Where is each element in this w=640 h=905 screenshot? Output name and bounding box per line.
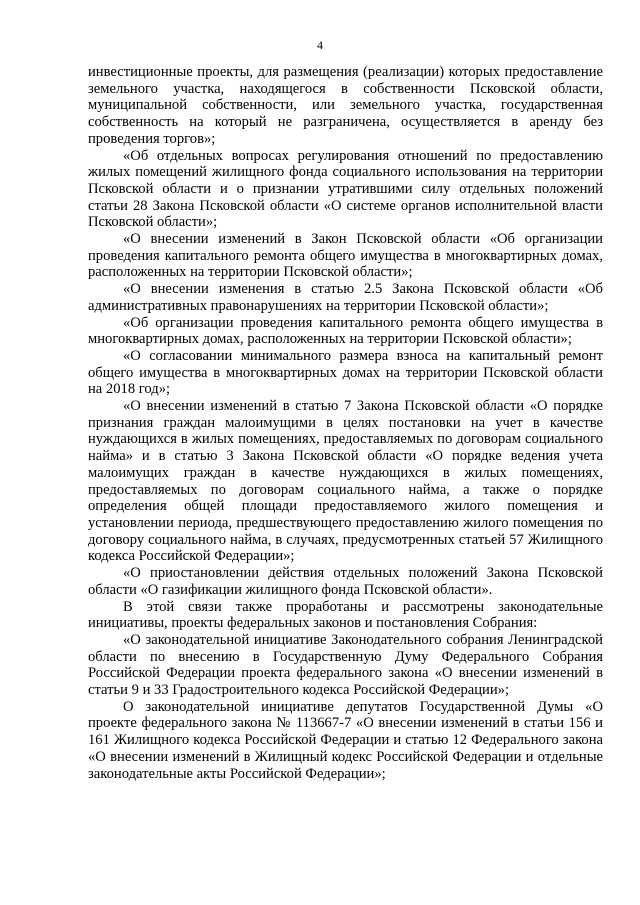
paragraph: инвестиционные проекты, для размещения (реализации) которых предоставление земельного участка, находящегося в собственности Псковской области, муниципальной собственности, или земельного участка, государственная собственность на который не разграничена, осуществляется в аренду без проведения торгов»; xyxy=(88,64,603,147)
paragraph: «Об отдельных вопросах регулирования отношений по предоставлению жилых помещений жилищного фонда социального использования на территории Псковской области и о признании утратившими силу отдельных положений статьи 28 Закона Псковской области «О системе органов исполнительной власти Псковской области»; xyxy=(88,147,603,231)
paragraph: «О внесении изменений в статью 7 Закона Псковской области «О порядке признания граждан малоимущими в целях постановки на учет в качестве нуждающихся в жилых помещениях, предоставляемых по договорам социального найма» и в статью 3 Закона Псковской области «О порядке ведения учета малоимущих граждан в качестве нуждающихся в жилых помещениях, предоставляемых по договорам социального найма, а также о порядке определения общей площади предоставляемого жилого помещения и установлении периода, предшествующего предоставлению жилого помещения по договору социального найма, в случаях, предусмотренных статьей 57 Жилищного кодекса Российской Федерации»; xyxy=(88,398,603,565)
paragraph: «О приостановлении действия отдельных положений Закона Псковской области «О газификации жилищного фонда Псковской области». xyxy=(88,565,603,598)
page-number: 4 xyxy=(317,38,323,52)
paragraph: В этой связи также проработаны и рассмотрены законодательные инициативы, проекты федеральных законов и постановления Собрания: xyxy=(88,598,603,632)
paragraph: «Об организации проведения капитального ремонта общего имущества в многоквартирных домах, расположенных на территории Псковской области»; xyxy=(88,314,603,348)
paragraph: «О согласовании минимального размера взноса на капитальный ремонт общего имущества в многоквартирных домах на территории Псковской области на 2018 год»; xyxy=(88,347,603,398)
paragraph: «О внесении изменений в Закон Псковской области «Об организации проведения капитального ремонта общего имущества в многоквартирных домах, расположенных на территории Псковской области»; xyxy=(88,231,603,281)
paragraph: «О законодательной инициативе Законодательного собрания Ленинградской области по внесению в Государственную Думу Федерального Собрания Российской Федерации проекта федерального закона «О внесении изменений в статьи 9 и 33 Градостроительного кодекса Российской Федерации»; xyxy=(88,631,603,699)
paragraph: О законодательной инициативе депутатов Государственной Думы «О проекте федерального закона № 113667-7 «О внесении изменений в статьи 156 и 161 Жилищного кодекса Российской Федерации и статью 12 Федерального закона «О внесении изменений в Жилищный кодекс Российской Федерации и отдельные законодательные акты Российской Федерации»; xyxy=(88,698,603,782)
paragraph: «О внесении изменения в статью 2.5 Закона Псковской области «Об административных правонарушениях на территории Псковской области»; xyxy=(88,281,603,314)
document-body xyxy=(88,64,603,782)
